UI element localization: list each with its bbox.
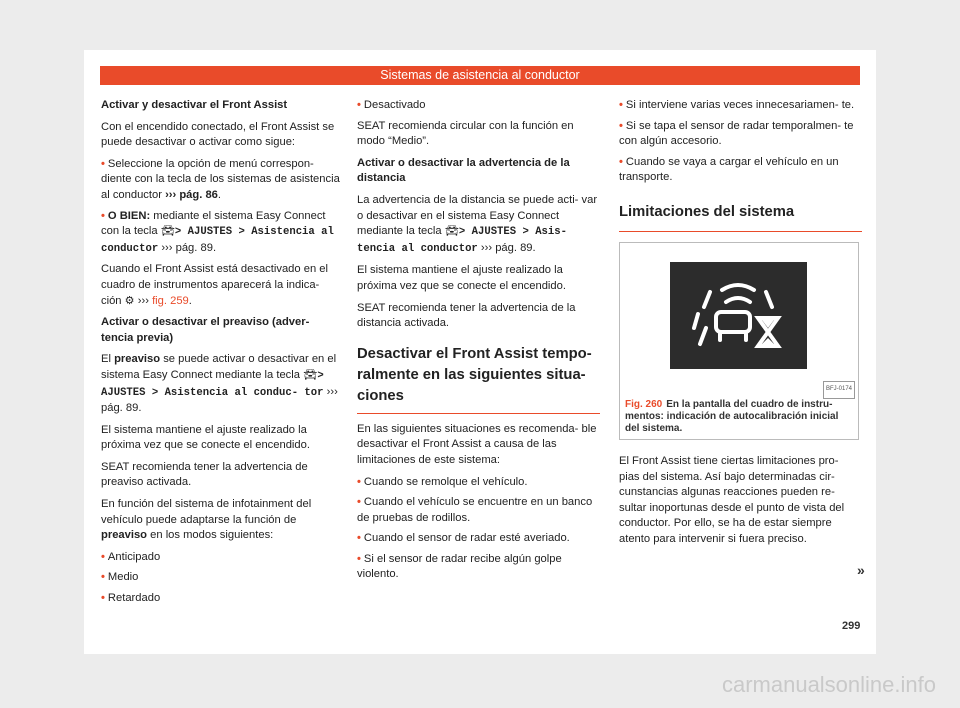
bullet-icon: • — [101, 157, 105, 170]
car-key-icon: 🚘︎ — [160, 225, 175, 238]
list-item: • Desactivado — [357, 99, 426, 111]
heading-distancia: Activar o desactivar la advertencia de la distancia — [357, 156, 570, 185]
bullet-icon: • — [357, 532, 361, 545]
list-item: • Cuando se remolque el vehículo. — [357, 475, 528, 488]
list-item: • Retardado — [101, 592, 161, 605]
bullet-icon: • — [619, 99, 623, 111]
list-item: • O BIEN: mediante el sistema Easy Connect con la tecla 🚘︎> AJUSTES > Asistencia al conductor ››› pág. 89. — [101, 209, 334, 255]
bullet-icon: • — [619, 155, 623, 168]
page-number: 299 — [842, 620, 861, 632]
column-2 — [357, 98, 600, 588]
section-heading-limitaciones: Limitaciones del sistema — [619, 202, 862, 232]
car-key-icon: 🚘︎ — [303, 368, 318, 381]
list-item: • Cuando el sensor de radar esté averiado. — [357, 532, 570, 545]
car-key-icon: 🚘︎ — [444, 225, 459, 238]
bullet-icon: • — [101, 550, 105, 563]
paragraph: El sistema mantiene el ajuste realizado la próxima vez que se conecte el encendido. — [101, 423, 310, 452]
page-ref-link[interactable]: ››› pág. 89 — [161, 241, 213, 254]
figure-caption: Fig. 260 En la pantalla del cuadro de instru- mentos: indicación de autocalibración inicial del sistema. — [625, 398, 839, 434]
page-ref-link[interactable]: ››› pág. 89 — [101, 385, 338, 415]
figure-code: BFJ-0174 — [823, 381, 855, 399]
instrument-display — [670, 262, 807, 369]
paragraph: Con el encendido conectado, el Front Assist se puede desactivar o activar como sigue: — [101, 120, 335, 149]
list-item: • Si el sensor de radar recibe algún golpe violento. — [357, 552, 562, 581]
radar-calibration-icon — [670, 262, 807, 369]
list-item: • Cuando el vehículo se encuentre en un banco de pruebas de rodillos. — [357, 496, 593, 524]
paragraph: El sistema mantiene el ajuste realizado la próxima vez que se conecte el encendido. — [357, 264, 566, 292]
list-item: • Anticipado — [101, 550, 161, 563]
bullet-icon: • — [357, 496, 361, 509]
paragraph: En las siguientes situaciones es recomenda- ble desactivar el Front Assist a causa de las limitaciones de este sistema: — [357, 422, 597, 466]
paragraph: En función del sistema de infotainment del vehículo puede adaptarse la función de preaviso en los modos siguientes: — [101, 498, 312, 542]
bullet-icon: • — [357, 552, 361, 565]
paragraph: El preaviso se puede activar o desactivar en el sistema Easy Connect mediante la tecla 🚘︎> AJUSTES > Asistencia al conduc- tor ››› pág. 89. — [101, 353, 338, 415]
paragraph: SEAT recomienda tener la advertencia de preaviso activada. — [101, 460, 308, 489]
list-item: • Seleccione la opción de menú correspon- diente con la tecla de los sistemas de asistencia al conductor ››› pág. 86. — [101, 157, 340, 201]
heading-preaviso: Activar o desactivar el preaviso (adver- tencia previa) — [101, 316, 310, 344]
figure-ref-link[interactable]: fig. 259 — [152, 294, 189, 307]
list-item: • Cuando se vaya a cargar el vehículo en un transporte. — [619, 155, 839, 184]
paragraph: El Front Assist tiene ciertas limitaciones pro- pias del sistema. Así bajo determinadas cir- cunstancias algunas reacciones pueden re- sultar inoportunas desde el punto de vista del conductor. Por ello, se ha de estar siempre atento para intervenir si fuera preciso. — [619, 454, 845, 545]
bullet-icon: • — [101, 209, 105, 222]
page-ref-link[interactable]: ››› pág. 86 — [165, 188, 218, 201]
paragraph: Cuando el Front Assist está desactivado en el cuadro de instrumentos aparecerá la indica- ción ⚙︎ ››› fig. 259. — [101, 263, 328, 307]
bullet-icon: • — [101, 592, 105, 605]
figure-260 — [619, 242, 859, 440]
section-heading-desactivar: Desactivar el Front Assist tempo- ralmente en las siguientes situa- ciones — [357, 344, 600, 414]
page-ref-link[interactable]: ››› pág. 89 — [480, 241, 533, 254]
paragraph: SEAT recomienda tener la advertencia de la distancia activada. — [357, 301, 576, 330]
bullet-icon: • — [357, 99, 361, 111]
continue-indicator: » — [857, 562, 865, 578]
bullet-icon: • — [357, 475, 361, 488]
watermark: carmanualsonline.info — [721, 672, 936, 697]
radar-warning-icon: ⚙︎ — [124, 294, 135, 307]
bullet-icon: • — [619, 119, 623, 132]
heading-front-assist: Activar y desactivar el Front Assist — [101, 99, 288, 111]
list-item: • Medio — [101, 571, 139, 584]
paragraph: La advertencia de la distancia se puede acti- var o desactivar en el sistema Easy Connect mediante la tecla 🚘︎> AJUSTES > Asis- tencia al conductor ››› pág. 89. — [357, 193, 598, 255]
list-item: • Si interviene varias veces innecesariamen- te. — [619, 99, 855, 111]
column-3 — [619, 98, 862, 554]
page-header: Sistemas de asistencia al conductor — [100, 66, 860, 85]
column-1 — [101, 98, 341, 612]
bullet-icon: • — [101, 571, 105, 584]
list-item: • Si se tapa el sensor de radar temporalmen- te con algún accesorio. — [619, 119, 854, 148]
paragraph: SEAT recomienda circular con la función en modo “Medio”. — [357, 119, 574, 148]
